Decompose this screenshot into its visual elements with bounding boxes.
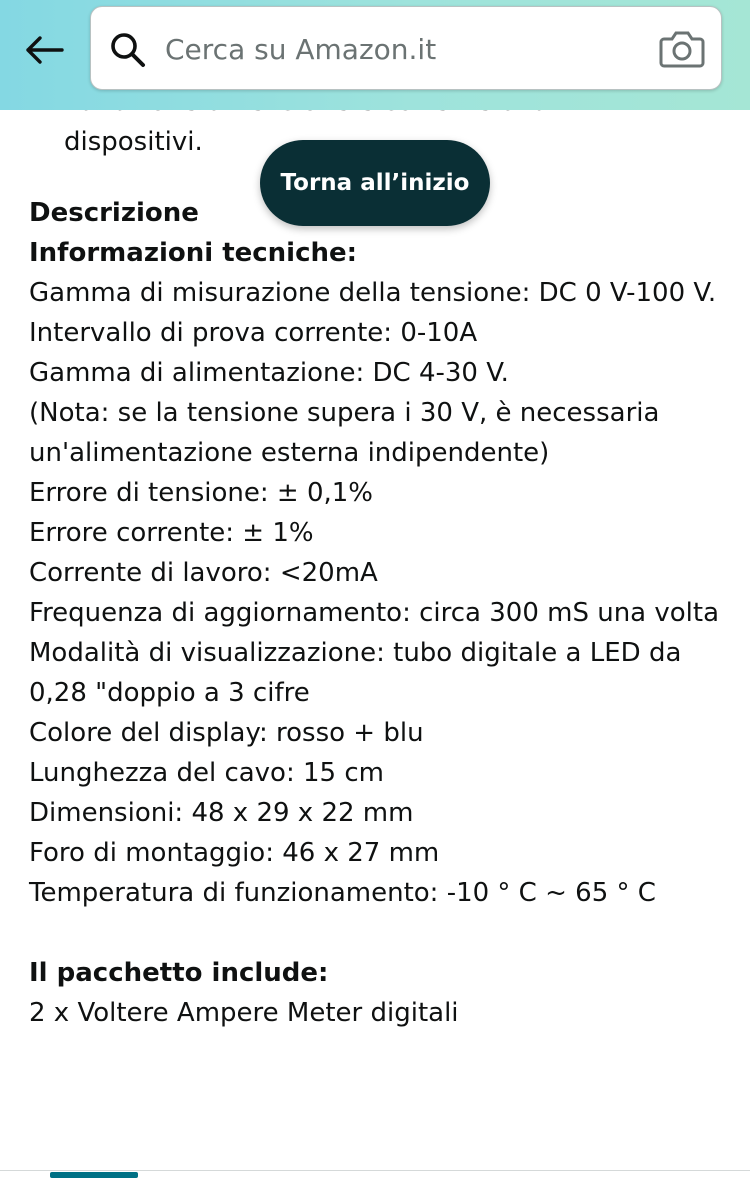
package-heading: Il pacchetto include: — [29, 958, 329, 988]
product-description — [29, 193, 729, 1033]
tech-info-line: Intervallo di prova corrente: 0-10A — [29, 318, 478, 348]
tech-info-line: Gamma di misurazione della tensione: DC 0 V-100 V. — [29, 278, 717, 308]
back-arrow-icon — [24, 35, 64, 65]
camera-icon[interactable] — [659, 29, 705, 69]
tech-info-line: Modalità di visualizzazione: tubo digitale a LED da 0,28 "doppio a 3 cifre — [29, 638, 682, 708]
tech-info-line: Errore corrente: ± 1% — [29, 518, 314, 548]
tech-info-line: (Nota: se la tensione supera i 30 V, è necessaria un'alimentazione esterna indipendente) — [29, 398, 660, 468]
back-to-top-button[interactable]: Torna all’inizio — [260, 140, 490, 226]
tech-info-line: Corrente di lavoro: <20mA — [29, 558, 378, 588]
tech-info-line: Gamma di alimentazione: DC 4-30 V. — [29, 358, 509, 388]
back-button[interactable] — [20, 26, 68, 74]
search-box[interactable] — [90, 6, 722, 90]
search-input[interactable] — [165, 25, 635, 73]
tech-info-heading: Informazioni tecniche: — [29, 238, 358, 268]
bottom-tab-indicator — [50, 1172, 138, 1178]
search-icon — [109, 31, 147, 69]
package-line: 2 x Voltere Ampere Meter digitali — [29, 998, 459, 1028]
tech-info-list — [29, 273, 729, 913]
top-search-bar — [0, 0, 750, 110]
tech-info-line: Errore di tensione: ± 0,1% — [29, 478, 374, 508]
description-heading: Descrizione — [29, 198, 199, 228]
tech-info-line: Colore del display: rosso + blu — [29, 718, 424, 748]
tech-info-line: Frequenza di aggiornamento: circa 300 mS una volta — [29, 598, 720, 628]
feature-bullet-last-line: dispositivi. — [64, 127, 203, 157]
section-spacer — [29, 913, 729, 953]
tech-info-line: Temperatura di funzionamento: -10 ° C ~ 65 ° C — [29, 878, 656, 908]
tech-info-line: Dimensioni: 48 x 29 x 22 mm — [29, 798, 414, 828]
tech-info-line: Foro di montaggio: 46 x 27 mm — [29, 838, 440, 868]
tech-info-line: Lunghezza del cavo: 15 cm — [29, 758, 384, 788]
